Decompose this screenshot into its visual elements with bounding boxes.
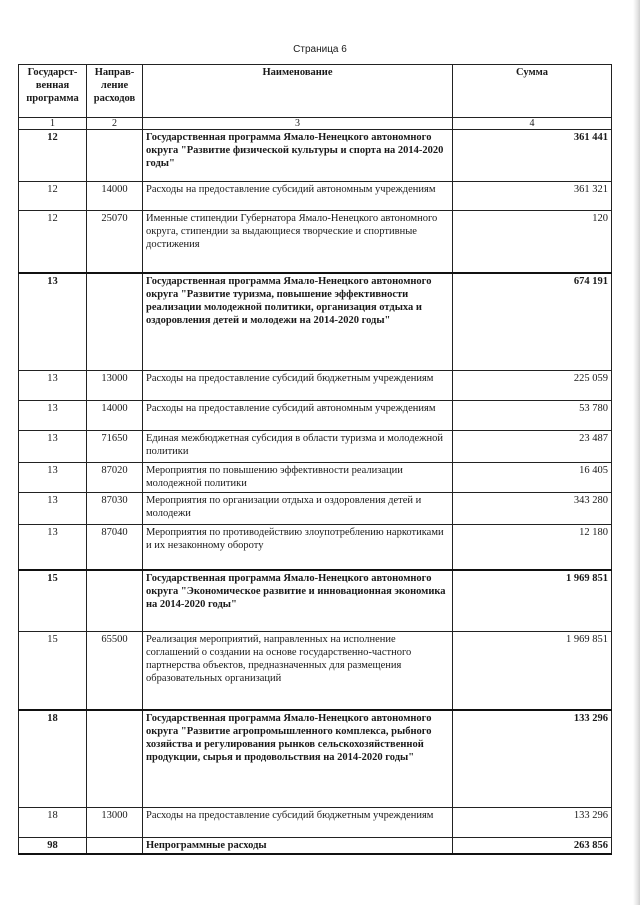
- row-sum: 133 296: [453, 808, 612, 838]
- program-code: 13: [19, 431, 87, 463]
- table-row: [19, 463, 612, 493]
- table-row: [19, 182, 612, 211]
- program-code: 13: [19, 463, 87, 493]
- row-name: Расходы на предоставление субсидий бюджетным учреждениям: [143, 371, 453, 401]
- table-row: [19, 130, 612, 182]
- table-row: [19, 525, 612, 570]
- row-name: Мероприятия по повышению эффективности реализации молодежной политики: [143, 463, 453, 493]
- row-name: Государственная программа Ямало-Ненецкого автономного округа "Экономическое развитие и инновационная экономика на 2014-2020 годы": [143, 570, 453, 632]
- direction-code: 14000: [87, 401, 143, 431]
- row-name: Расходы на предоставление субсидий бюджетным учреждениям: [143, 808, 453, 838]
- row-name: Расходы на предоставление субсидий автономным учреждениям: [143, 401, 453, 431]
- row-sum: 23 487: [453, 431, 612, 463]
- program-code: 13: [19, 525, 87, 570]
- row-sum: 263 856: [453, 838, 612, 855]
- row-sum: 1 969 851: [453, 632, 612, 710]
- row-sum: 1 969 851: [453, 570, 612, 632]
- direction-code: 71650: [87, 431, 143, 463]
- row-sum: 225 059: [453, 371, 612, 401]
- column-header-direction: Направ-ление расходов: [87, 65, 143, 118]
- table-row: [19, 273, 612, 371]
- row-name: Именные стипендии Губернатора Ямало-Ненецкого автономного округа, стипендии за выдающиеся творческие и спортивные достижения: [143, 211, 453, 273]
- row-name: Единая межбюджетная субсидия в области туризма и молодежной политики: [143, 431, 453, 463]
- program-code: 13: [19, 493, 87, 525]
- program-code: 13: [19, 371, 87, 401]
- row-sum: 361 321: [453, 182, 612, 211]
- program-code: 12: [19, 211, 87, 273]
- row-name: Мероприятия по противодействию злоупотреблению наркотиками и их незаконному обороту: [143, 525, 453, 570]
- direction-code: 25070: [87, 211, 143, 273]
- direction-code: 65500: [87, 632, 143, 710]
- table-row: [19, 431, 612, 463]
- row-sum: 120: [453, 211, 612, 273]
- scan-edge-shadow: [633, 0, 640, 905]
- direction-code: [87, 570, 143, 632]
- row-name: Непрограммные расходы: [143, 838, 453, 855]
- direction-code: 87030: [87, 493, 143, 525]
- table-row: [19, 710, 612, 808]
- program-code: 15: [19, 570, 87, 632]
- direction-code: 13000: [87, 371, 143, 401]
- column-number: 2: [87, 118, 143, 130]
- row-sum: 133 296: [453, 710, 612, 808]
- table-row: [19, 570, 612, 632]
- program-code: 18: [19, 710, 87, 808]
- direction-code: [87, 710, 143, 808]
- column-header-program: Государст-венная программа: [19, 65, 87, 118]
- row-sum: 343 280: [453, 493, 612, 525]
- program-code: 12: [19, 130, 87, 182]
- row-sum: 12 180: [453, 525, 612, 570]
- direction-code: 87020: [87, 463, 143, 493]
- program-code: 13: [19, 401, 87, 431]
- program-code: 18: [19, 808, 87, 838]
- program-code: 15: [19, 632, 87, 710]
- page-number-label: Страница 6: [293, 44, 347, 55]
- column-number: 1: [19, 118, 87, 130]
- column-header-sum: Сумма: [453, 65, 612, 118]
- row-sum: 16 405: [453, 463, 612, 493]
- program-code: 98: [19, 838, 87, 855]
- table-row: [19, 632, 612, 710]
- column-number: 3: [143, 118, 453, 130]
- table-row: [19, 493, 612, 525]
- row-sum: 674 191: [453, 273, 612, 371]
- row-sum: 53 780: [453, 401, 612, 431]
- column-header-name: Наименование: [143, 65, 453, 118]
- direction-code: [87, 838, 143, 855]
- row-name: Мероприятия по организации отдыха и оздоровления детей и молодежи: [143, 493, 453, 525]
- column-number: 4: [453, 118, 612, 130]
- table-row: [19, 838, 612, 855]
- table-row: [19, 371, 612, 401]
- direction-code: 14000: [87, 182, 143, 211]
- row-name: Государственная программа Ямало-Ненецкого автономного округа "Развитие агропромышленного комплекса, рыбного хозяйства и регулирования рынков сельскохозяйственной продукции, сырья и продовольствия на 2014-2020 годы": [143, 710, 453, 808]
- table-row: [19, 401, 612, 431]
- row-name: Государственная программа Ямало-Ненецкого автономного округа "Развитие физической культуры и спорта на 2014-2020 годы": [143, 130, 453, 182]
- table-row: [19, 211, 612, 273]
- row-sum: 361 441: [453, 130, 612, 182]
- table-body: [19, 130, 612, 855]
- program-code: 12: [19, 182, 87, 211]
- direction-code: [87, 130, 143, 182]
- program-code: 13: [19, 273, 87, 371]
- direction-code: [87, 273, 143, 371]
- row-name: Реализация мероприятий, направленных на исполнение соглашений о создании на основе государственно-частного партнерства объектов, предназначенных для размещения образовательных организаций: [143, 632, 453, 710]
- direction-code: 13000: [87, 808, 143, 838]
- direction-code: 87040: [87, 525, 143, 570]
- table-row: [19, 808, 612, 838]
- row-name: Государственная программа Ямало-Ненецкого автономного округа "Развитие туризма, повышение эффективности реализации молодежной политики, организация отдыха и оздоровления детей и молодежи на 2014-2020 годы": [143, 273, 453, 371]
- budget-table: [18, 64, 612, 855]
- table-header: [19, 65, 612, 130]
- row-name: Расходы на предоставление субсидий автономным учреждениям: [143, 182, 453, 211]
